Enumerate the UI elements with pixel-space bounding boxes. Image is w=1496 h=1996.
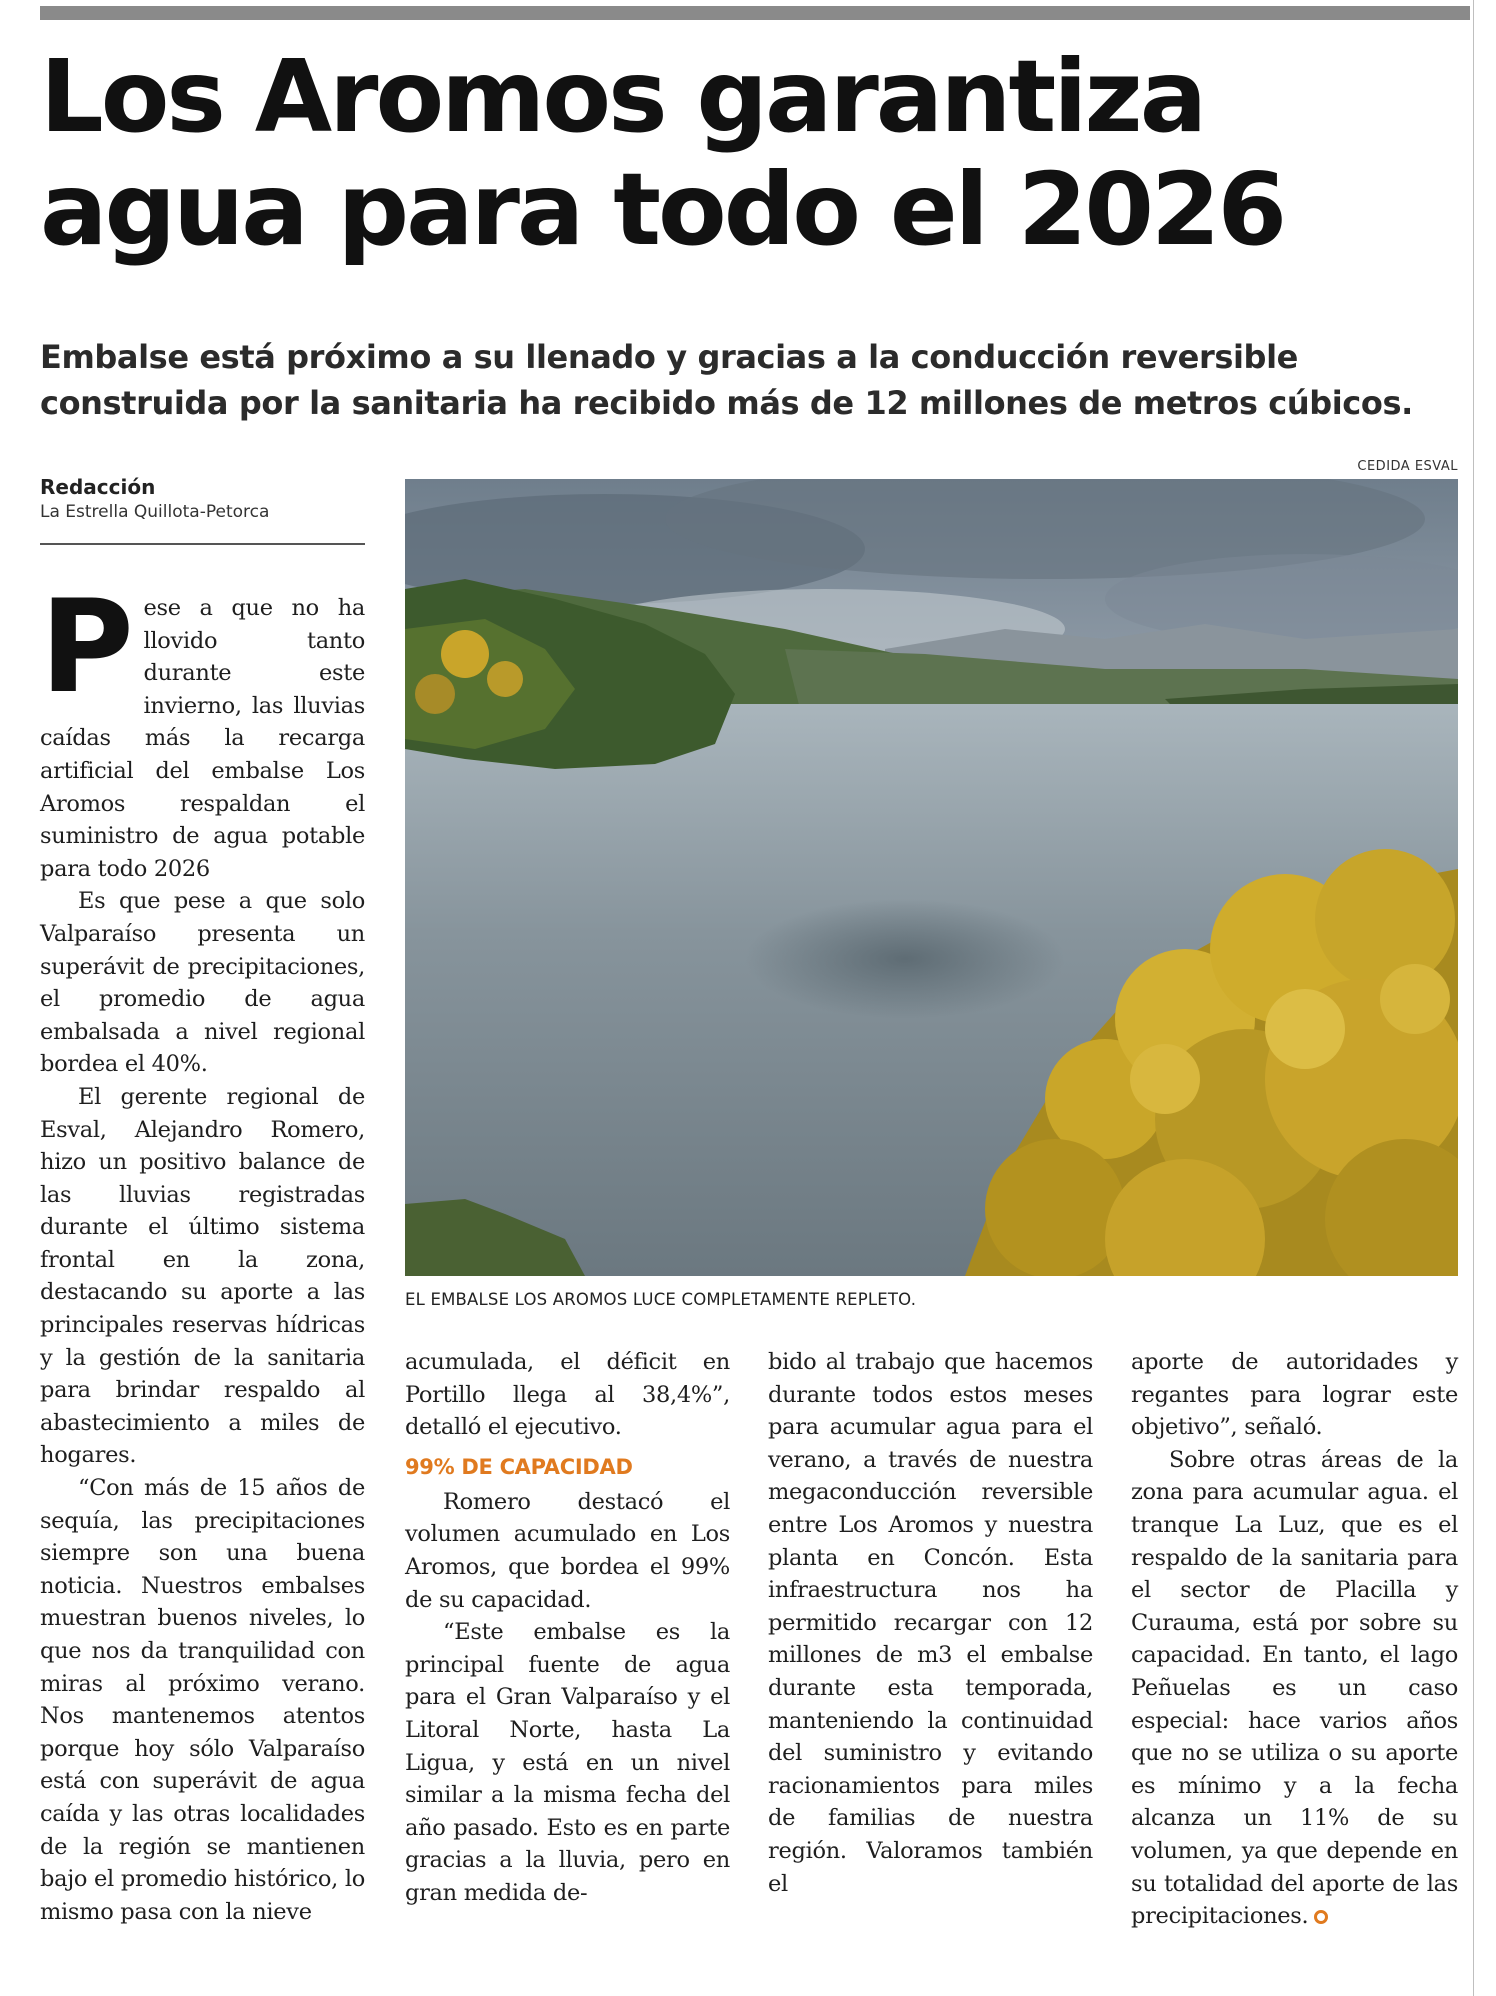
paragraph-3: El gerente regional de Esval, Alejandro Romero, hizo un positivo balance de las lluvias registradas durante el último sistema frontal en la zona, destacando su aporte a las principales reservas hídricas y la gestión de la sanitaria para brindar respaldo al abastecimiento a miles de hogares. <box>40 1083 365 1469</box>
deck-line-1: Embalse está próximo a su llenado y gracias a la conducción reversible <box>40 338 1298 376</box>
deck-line-2: construida por la sanitaria ha recibido más de 12 millones de metros cúbicos. <box>40 384 1413 422</box>
article-column-4 <box>1131 1346 1458 1933</box>
subhead: 99% DE CAPACIDAD <box>405 1454 633 1479</box>
paragraph-7-text: Sobre otras áreas de la zona para acumular agua. el tranque La Luz, que es el respaldo de la sanitaria para el sector de Placilla y Curauma, está por sobre su capacidad. En tanto, el lago Peñuelas es un caso especial: hace varios años que no se utiliza o su aporte es mínimo y a la fecha alcanza un 11% de su volumen, ya que depende en su totalidad del aporte de las precipitaciones. <box>1131 1446 1458 1930</box>
headline-line-2: agua para todo el 2026 <box>40 151 1285 268</box>
article-column-1 <box>40 573 365 1928</box>
photo-credit: CEDIDA ESVAL <box>1357 459 1458 474</box>
headline-line-1: Los Aromos garantiza <box>40 38 1205 155</box>
article-column-3 <box>768 1346 1093 1900</box>
paragraph-4: “Con más de 15 años de sequía, las precipitaciones siempre son una buena noticia. Nuestros embalses muestran buenos niveles, lo que nos da tranquilidad con miras al próximo verano. Nos mantenemos atentos porque hoy sólo Valparaíso está con superávit de agua caída y las otras localidades de la región se mantienen bajo el promedio histórico, lo mismo pasa con la nieve <box>40 1475 365 1925</box>
paragraph-6-end: aporte de autoridades y regantes para lograr este objetivo”, señaló. <box>1131 1349 1458 1441</box>
byline-publication: La Estrella Quillota-Petorca <box>40 502 270 522</box>
paragraph-4-continued: acumulada, el déficit en Portillo llega al 38,4%”, detalló el ejecutivo. <box>405 1349 730 1441</box>
end-mark-icon <box>1314 1910 1328 1924</box>
headline <box>40 40 1430 266</box>
top-rule <box>40 6 1470 20</box>
deck <box>40 334 1460 426</box>
paragraph-6: “Este embalse es la principal fuente de agua para el Gran Valparaíso y el Litoral Norte, hasta La Ligua, y está en un nivel similar a la misma fecha del año pasado. Esto es en parte gracias a la lluvia, pero en gran medida de- <box>405 1619 730 1906</box>
reservoir-photo <box>405 479 1458 1276</box>
photo-caption: EL EMBALSE LOS AROMOS LUCE COMPLETAMENTE REPLETO. <box>405 1290 917 1309</box>
byline-author: Redacción <box>40 475 156 499</box>
article-column-2 <box>405 1346 730 1910</box>
paragraph-1 <box>40 573 365 885</box>
paragraph-5: Romero destacó el volumen acumulado en Los Aromos, que bordea el 99% de su capacidad. <box>405 1488 730 1613</box>
byline-rule <box>40 543 365 545</box>
drop-cap: P <box>40 573 134 722</box>
adjacent-page-edge <box>1473 0 1496 1996</box>
paragraph-1-text: ese a que no ha llovido tanto durante este invierno, las lluvias caídas más la recarga artificial del embalse Los Aromos respaldan el suministro de agua potable para todo 2026 <box>40 595 365 882</box>
paragraph-2: Es que pese a que solo Valparaíso presenta un superávit de precipitaciones, el promedio de agua embalsada a nivel regional bordea el 40%. <box>40 888 365 1078</box>
byline <box>40 474 365 524</box>
paragraph-7 <box>1131 1444 1458 1933</box>
paragraph-6-continued: bido al trabajo que hacemos durante todos estos meses para acumular agua para el verano, a través de nuestra megaconducción reversible entre Los Aromos y nuestra planta en Concón. Esta infraestructura nos ha permitido recargar con 12 millones de m3 el embalse durante esta temporada, manteniendo la continuidad del suministro y evitando racionamientos para miles de familias de nuestra región. Valoramos también el <box>768 1349 1093 1897</box>
